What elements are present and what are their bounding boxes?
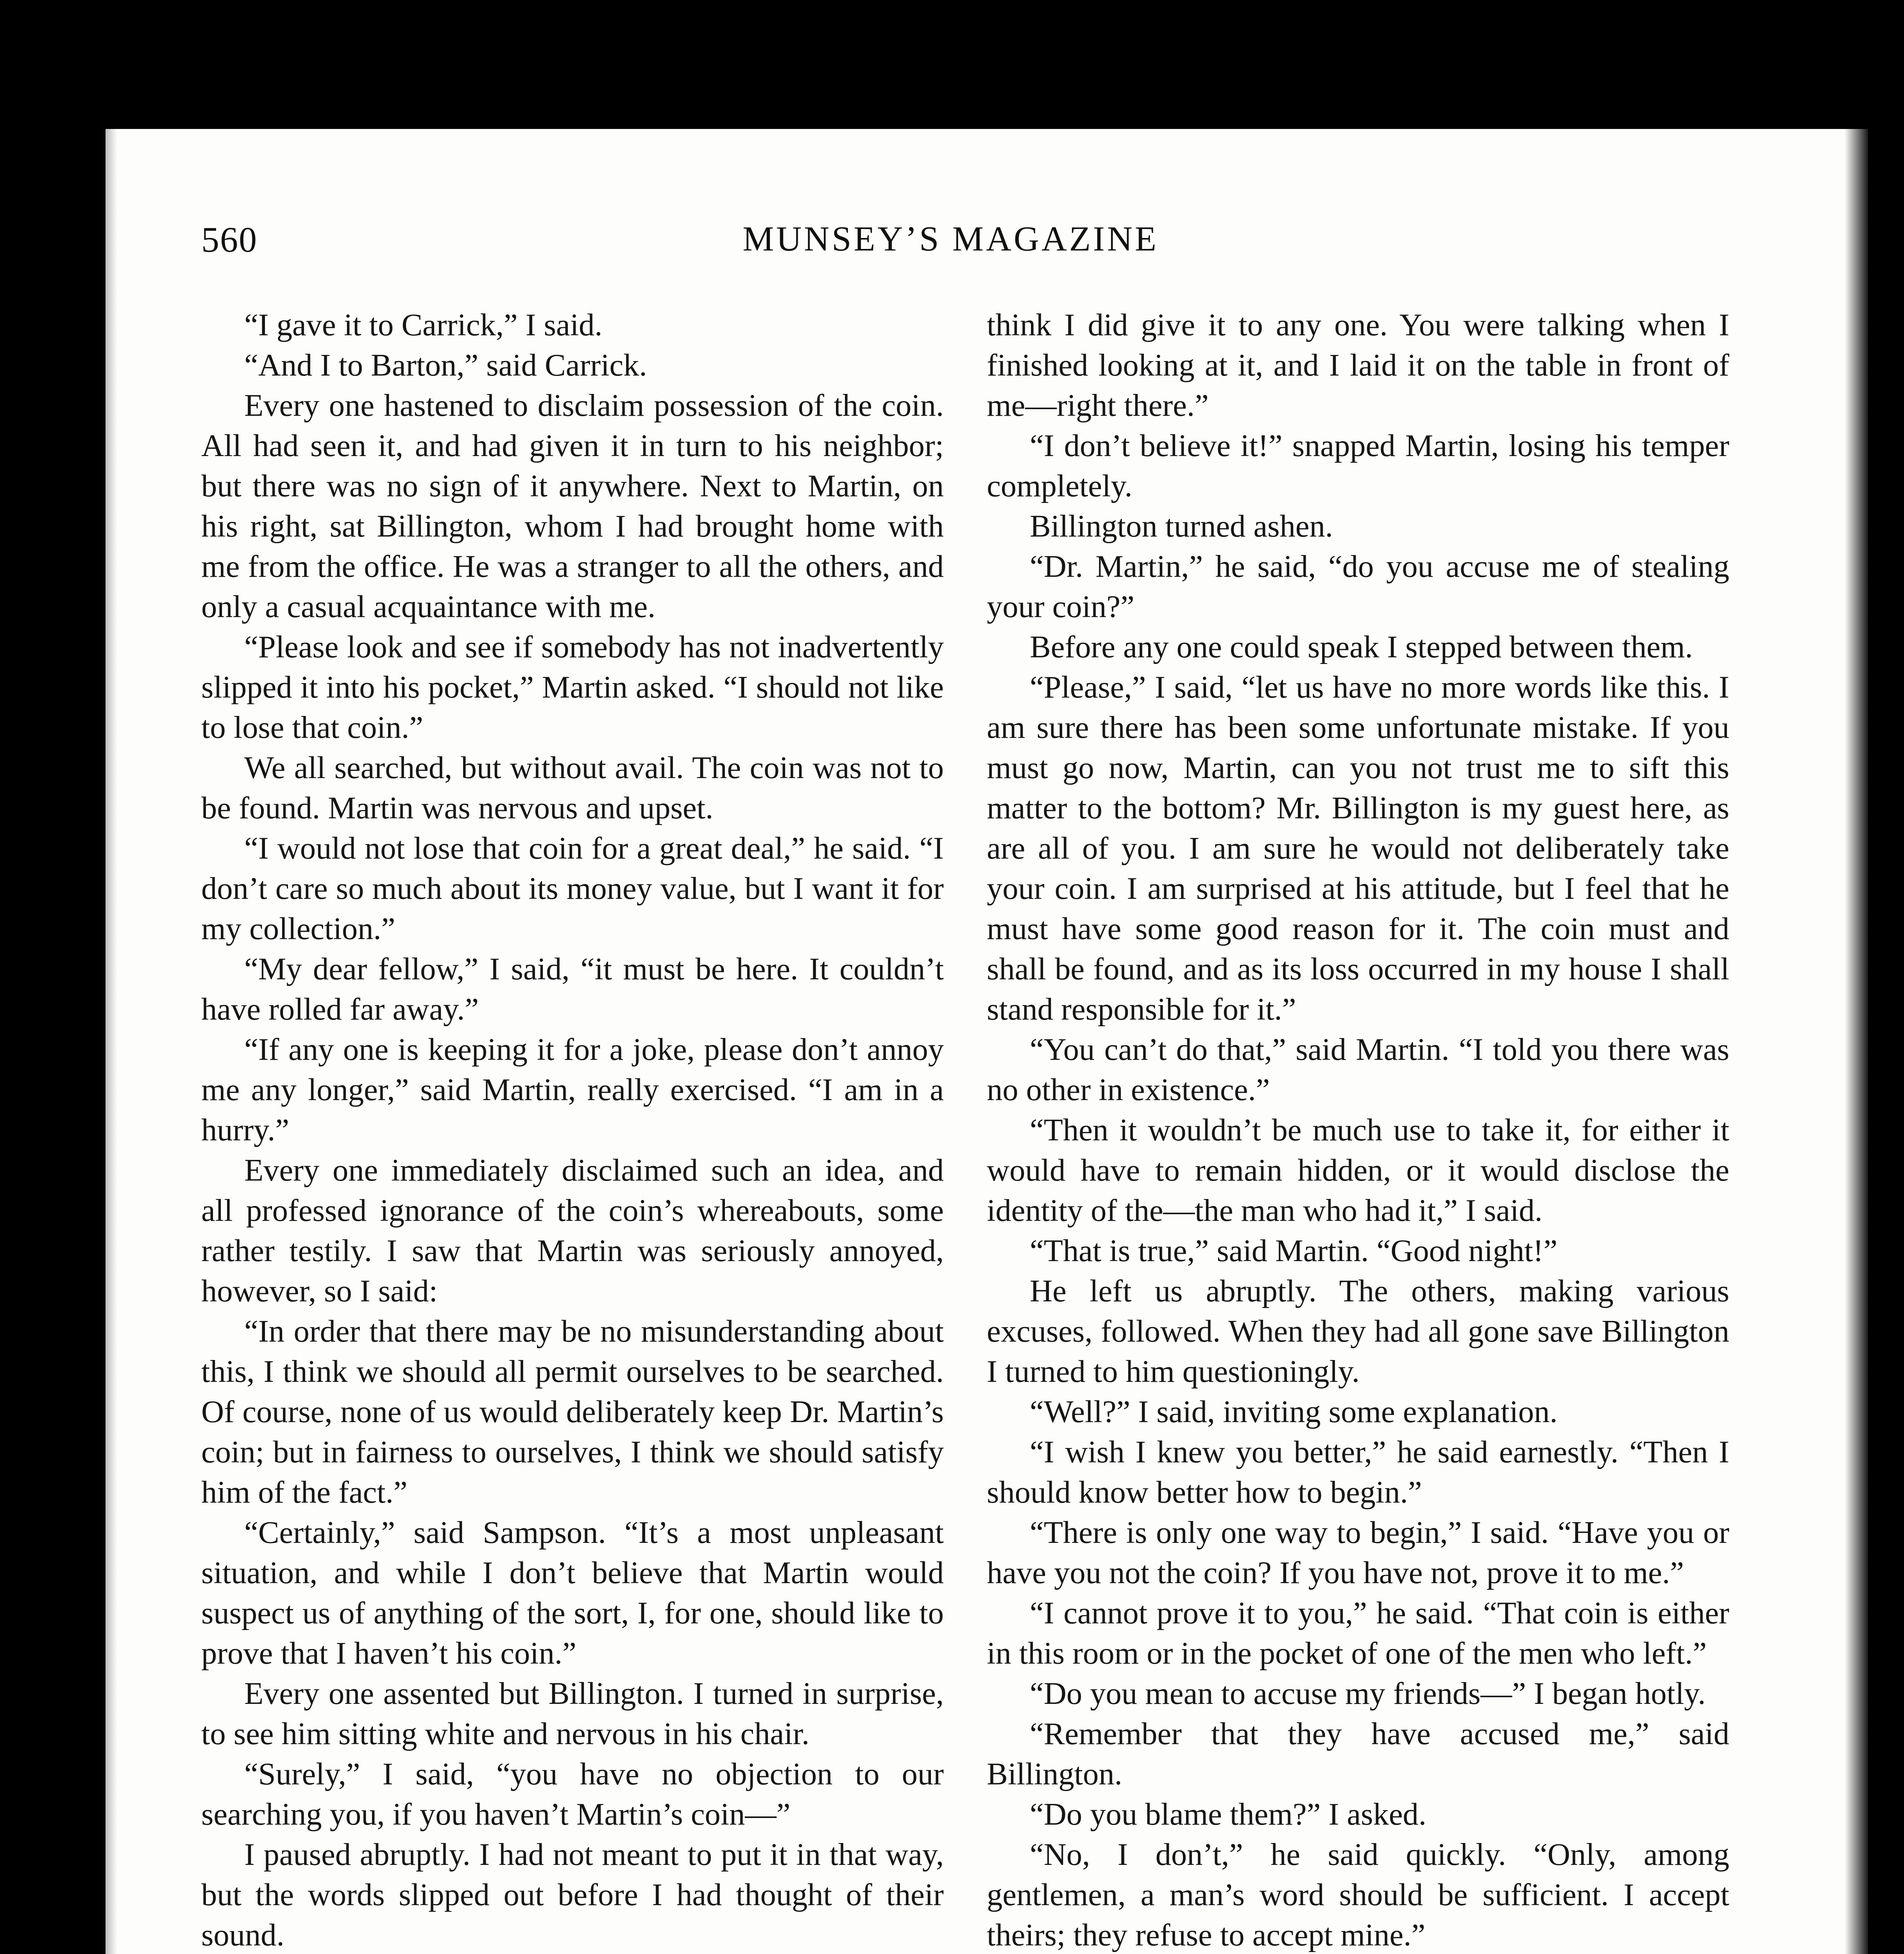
paragraph: Billington turned ashen.: [1030, 509, 1333, 544]
paragraph: “I cannot prove it to you,” he said. “That coin is either in this room or in the pocket of one of the men who left.”: [987, 1596, 1729, 1671]
text-column-left: [201, 305, 944, 1954]
paragraph: “That is true,” said Martin. “Good night!”: [1030, 1233, 1558, 1268]
paragraph: “Do you blame them?” I asked.: [1030, 1797, 1426, 1832]
paragraph: “I wish I knew you better,” he said earnestly. “Then I should know better how to begin.”: [987, 1435, 1729, 1510]
paragraph: “Dr. Martin,” he said, “do you accuse me of stealing your coin?”: [987, 549, 1729, 624]
paragraph: “Certainly,” said Sampson. “It’s a most unpleasant situation, and while I don’t believe that Martin would suspect us of anything of the sort, I, for one, should like to prove that I haven’t his coin.”: [201, 1515, 944, 1671]
paragraph: “Do you mean to accuse my friends—” I began hotly.: [1030, 1676, 1706, 1711]
paragraph: “Surely,” I said, “you have no objection to our searching you, if you haven’t Martin’s coin—”: [201, 1757, 944, 1832]
paragraph: “My dear fellow,” I said, “it must be here. It couldn’t have rolled far away.”: [201, 952, 944, 1027]
binding-shadow: [1845, 129, 1868, 1954]
paragraph: Every one hastened to disclaim possession of the coin. All had seen it, and had given it in turn to his neighbor; but there was no sign of it anywhere. Next to Martin, on his right, sat Billington, whom I had brought home with me from the office. He was a stranger to all the others, and only a casual acquaintance with me.: [201, 388, 944, 624]
paragraph: He left us abruptly. The others, making various excuses, followed. When they had all gone save Billington I turned to him questioningly.: [987, 1274, 1729, 1389]
paragraph: “Well?” I said, inviting some explanation.: [1030, 1394, 1558, 1429]
paragraph: “You can’t do that,” said Martin. “I told you there was no other in existence.”: [987, 1032, 1729, 1107]
running-head: MUNSEY’S MAGAZINE: [743, 220, 1159, 258]
paragraph: “In order that there may be no misunderstanding about this, I think we should all permit ourselves to be searched. Of course, none of us would deliberately keep Dr. Martin’s coin; but in fairness to ourselves, I think we should satisfy him of the fact.”: [201, 1314, 944, 1510]
paragraph: “I gave it to Carrick,” I said.: [244, 308, 603, 342]
paragraph: Before any one could speak I stepped between them.: [1030, 630, 1693, 664]
paragraph: “Please look and see if somebody has not inadvertently slipped it into his pocket,” Martin asked. “I should not like to lose that coin.”: [201, 630, 944, 745]
paragraph: “No, I don’t,” he said quickly. “Only, among gentlemen, a man’s word should be sufficient. I accept theirs; they refuse to accept mine.”: [987, 1837, 1729, 1952]
paragraph: “If any one is keeping it for a joke, please don’t annoy me any longer,” said Martin, really exercised. “I am in a hurry.”: [201, 1032, 944, 1147]
paragraph: “I don’t believe it!” snapped Martin, losing his temper completely.: [987, 428, 1729, 503]
paragraph: Every one immediately disclaimed such an idea, and all professed ignorance of the coin’s whereabouts, some rather testily. I saw that Martin was seriously annoyed, however, so I said:: [201, 1153, 944, 1308]
paragraph: Every one assented but Billington. I turned in surprise, to see him sitting white and nervous in his chair.: [201, 1676, 944, 1751]
text-column-right: [987, 305, 1729, 1954]
page-edge: [106, 129, 117, 1954]
page-header: [201, 219, 1700, 277]
paragraph: “Remember that they have accused me,” said Billington.: [987, 1716, 1729, 1791]
paragraph: “Please,” I said, “let us have no more words like this. I am sure there has been some unfortunate mistake. If you must go now, Martin, can you not trust me to sift this matter to the bottom? Mr. Billington is my guest here, as are all of you. I am sure he would not deliberately take your coin. I am surprised at his attitude, but I feel that he must have some good reason for it. The coin must and shall be found, and as its loss occurred in my house I shall stand responsible for it.”: [987, 670, 1729, 1027]
paragraph: “And I to Barton,” said Carrick.: [244, 348, 647, 383]
paragraph-continued: think I did give it to any one. You were talking when I finished looking at it, and I laid it on the table in front of me—right there.”: [987, 308, 1729, 423]
paragraph: “Then it wouldn’t be much use to take it, for either it would have to remain hidden, or it would disclose the identity of the—the man who had it,” I said.: [987, 1113, 1729, 1228]
paragraph: I paused abruptly. I had not meant to put it in that way, but the words slipped out before I had thought of their sound.: [201, 1837, 944, 1952]
paragraph: “There is only one way to begin,” I said. “Have you or have you not the coin? If you have not, prove it to me.”: [987, 1515, 1729, 1590]
page-number: 560: [201, 220, 258, 259]
paragraph: We all searched, but without avail. The coin was not to be found. Martin was nervous and upset.: [201, 750, 944, 825]
paragraph: “I would not lose that coin for a great deal,” he said. “I don’t care so much about its money value, but I want it for my collection.”: [201, 831, 944, 946]
magazine-page: [106, 129, 1868, 1954]
